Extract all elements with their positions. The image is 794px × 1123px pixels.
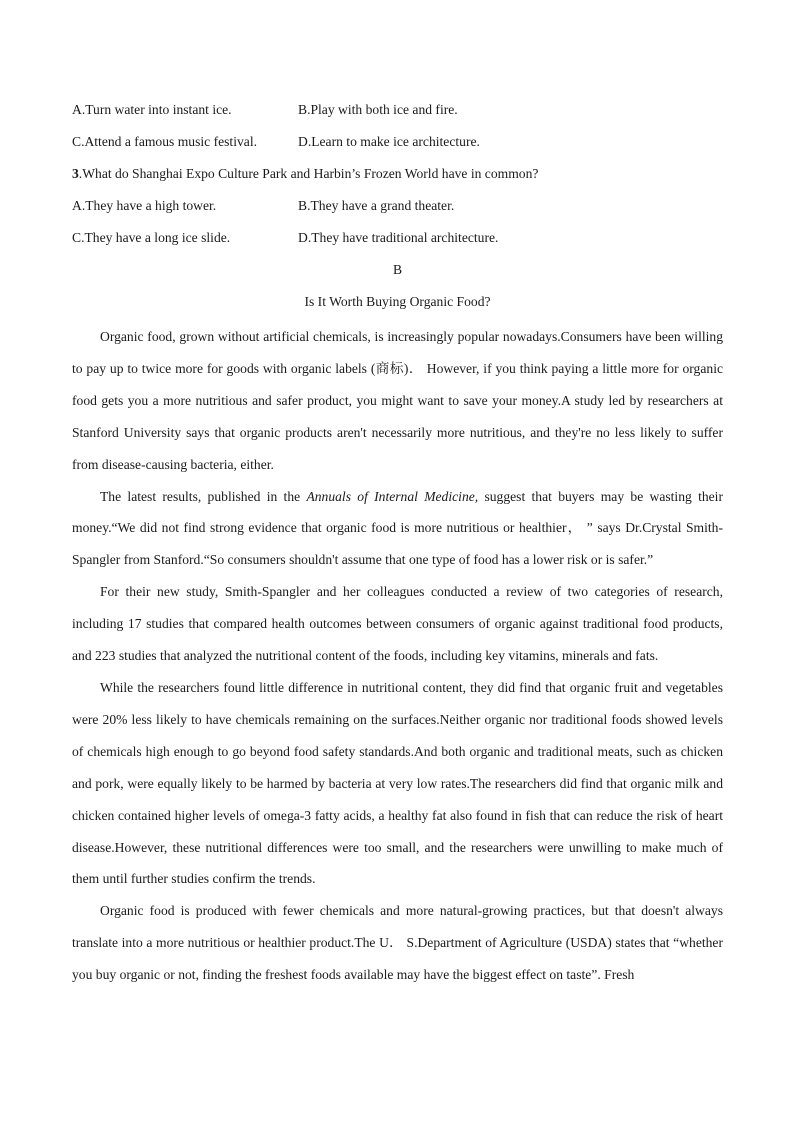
q3-options-row-2 xyxy=(72,225,723,257)
q3-options-row-1 xyxy=(72,193,723,225)
question-3-text: .What do Shanghai Expo Culture Park and Harbin’s Frozen World have in common? xyxy=(78,166,539,181)
q2-options-row-1 xyxy=(72,97,723,129)
q3-option-a: A.They have a high tower. xyxy=(72,198,217,213)
section-letter: B xyxy=(392,262,403,277)
paragraph-3: For their new study, Smith-Spangler and her colleagues conducted a review of two categories of research, including 17 studies that compared health outcomes between consumers of organic against traditional food products, and 223 studies that analyzed the nutritional content of the foods, including key vitamins, minerals and fats. xyxy=(72,584,723,664)
q2-option-b: B.Play with both ice and fire. xyxy=(298,102,458,117)
question-3 xyxy=(72,161,723,193)
paragraph-4: While the researchers found little difference in nutritional content, they did find that organic fruit and vegetables were 20% less likely to have chemicals remaining on the surfaces.Neither organic nor traditional foods showed levels of chemicals high enough to go beyond food safety standards.And both organic and traditional meats, such as chicken and pork, were equally likely to be harmed by bacteria at very low rates.The researchers did find that organic milk and chicken contained higher levels of omega-3 fatty acids, a healthy fat also found in fish that can reduce the risk of heart disease.However, these nutritional differences were too small, and the researchers were unwilling to make much of them until further studies confirm the trends. xyxy=(72,679,723,887)
document-page xyxy=(72,97,723,991)
q2-option-d: D.Learn to make ice architecture. xyxy=(298,134,480,149)
paragraph-2-before: The latest results, published in the xyxy=(100,488,307,504)
q3-option-d: D.They have traditional architecture. xyxy=(298,230,499,245)
q2-options-row-2 xyxy=(72,129,723,161)
paragraph-2 xyxy=(72,481,723,577)
q3-option-c: C.They have a long ice slide. xyxy=(72,230,231,245)
paragraph-5: Organic food is produced with fewer chemicals and more natural-growing practices, but that doesn't always translate into a more nutritious or healthier product.The U． S.Department of Agriculture (USDA) states that “whether you buy organic or not, finding the freshest foods available may have the biggest effect on taste”. Fresh xyxy=(72,903,723,983)
question-3-number: 3 xyxy=(72,166,79,181)
paragraph-1: Organic food, grown without artificial chemicals, is increasingly popular nowadays.Consumers have been willing to pay up to twice more for goods with organic labels (商标)． However, if you think paying a little more for organic food gets you a more nutritious and safer product, you might want to save your money.A study led by researchers at Stanford University says that organic products aren't necessarily more nutritious, and they're no less likely to suffer from disease-causing bacteria, either. xyxy=(72,329,723,472)
paragraph-2-after: suggest that buyers may be wasting their money.“We did not find strong evidence that organic food is more nutritious or healthier， ” says Dr.Crystal Smith-Spangler from Stanford.“So consumers shouldn't assume that one type of food has a lower risk or is safer.” xyxy=(72,488,723,568)
q2-option-c: C.Attend a famous music festival. xyxy=(72,134,257,149)
passage-title: Is It Worth Buying Organic Food? xyxy=(304,294,491,309)
journal-name: Annuals of Internal Medicine, xyxy=(306,488,479,504)
q3-option-b: B.They have a grand theater. xyxy=(298,198,455,213)
q2-option-a: A.Turn water into instant ice. xyxy=(72,102,232,117)
